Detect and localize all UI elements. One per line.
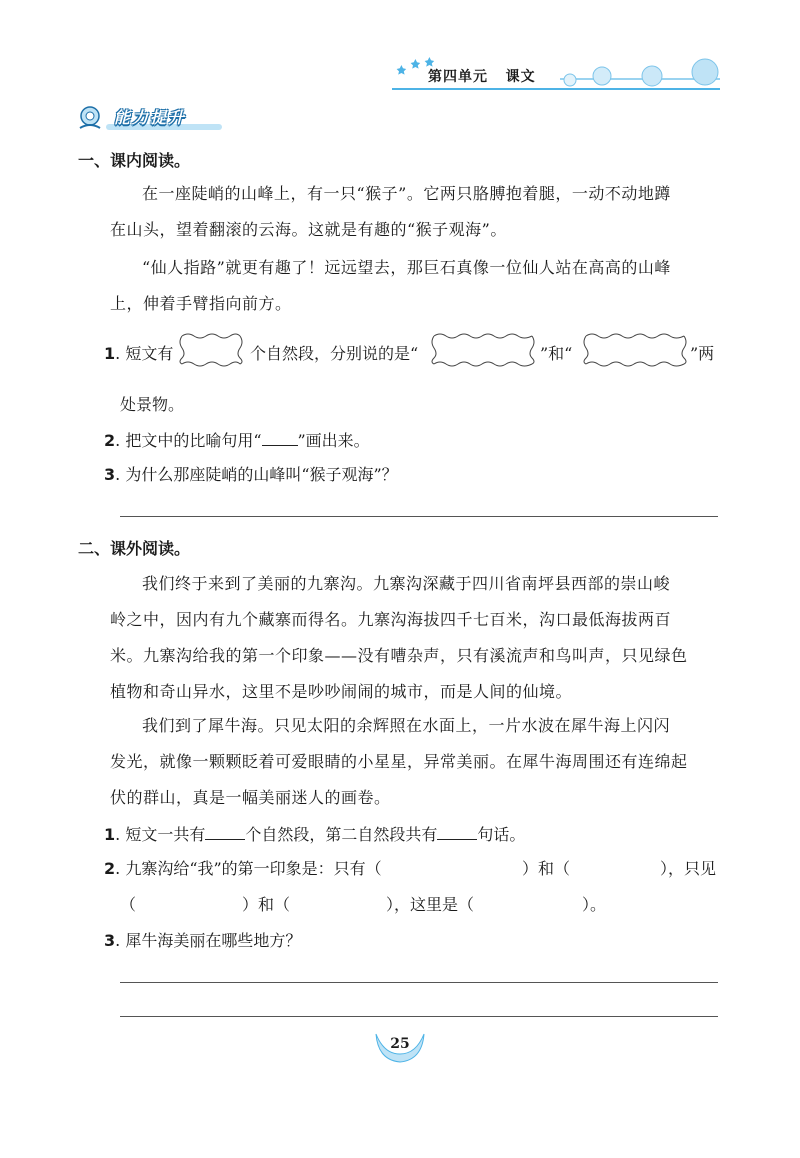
part2-passage-line: 我们终于来到了美丽的九寨沟。九寨沟深藏于四川省南坪县西部的崇山峻	[142, 574, 671, 593]
answer-line[interactable]	[120, 1016, 718, 1017]
answer-line[interactable]	[120, 516, 718, 517]
question-text: 处景物。	[120, 395, 185, 414]
header-title	[428, 66, 536, 86]
answer-box-paragraph-count[interactable]	[178, 330, 244, 370]
part2-passage-line: 我们到了犀牛海。只见太阳的余辉照在水面上，一片水波在犀牛海上闪闪	[142, 716, 671, 735]
question-text: ”两	[690, 344, 715, 363]
question-text: . 九寨沟给“我”的第一印象是：只有（	[115, 859, 382, 878]
question-text: 个自然段，第二自然段共有	[245, 825, 438, 844]
question-text: ）和（	[522, 859, 571, 878]
part1-passage-line: 在一座陡峭的山峰上，有一只“猴子”。它两只胳膊抱着腿，一动不动地蹲	[142, 184, 671, 203]
part2-question-2	[104, 856, 382, 879]
question-text: . 短文一共有	[115, 825, 206, 844]
part1-question-3	[104, 462, 398, 485]
part2-passage-line: 发光，就像一颗颗眨着可爱眼睛的小星星，异常美丽。在犀牛海周围还有连绵起	[110, 752, 688, 771]
answer-box-scene-1[interactable]	[430, 330, 536, 370]
question-number: 1	[104, 344, 116, 363]
question-text: . 为什么那座陡峭的山峰叫“猴子观海”？	[115, 465, 398, 484]
question-text: 个自然段，分别说的是“	[250, 344, 419, 363]
question-number: 2	[104, 859, 116, 878]
part1-question-2	[104, 428, 370, 451]
question-text: ）。	[582, 895, 607, 914]
header-category: 课文	[505, 69, 536, 85]
question-text: （	[120, 895, 137, 914]
question-text: . 短文有	[115, 344, 174, 363]
part2-passage-line: 植物和奇山异水，这里不是吵吵闹闹的城市，而是人间的仙境。	[110, 682, 573, 701]
part2-question-1	[104, 822, 525, 845]
question-text: . 犀牛海美丽在哪些地方？	[115, 931, 302, 950]
page-number: 25	[390, 1036, 410, 1052]
underline-blank	[262, 432, 298, 446]
part1-question-1	[104, 341, 173, 364]
question-number: 3	[104, 465, 116, 484]
question-text: ），这里是（	[386, 895, 475, 914]
question-number: 1	[104, 825, 116, 844]
part2-passage-line: 岭之中，因内有九个藏寨而得名。九寨沟海拔四千七百米，沟口最低海拔两百	[110, 610, 672, 629]
question-text: 句话。	[477, 825, 526, 844]
part1-heading: 一、课内阅读。	[78, 151, 191, 170]
header-unit: 第四单元	[428, 69, 488, 85]
part2-passage-line: 伏的群山，真是一幅美丽迷人的画卷。	[110, 788, 391, 807]
question-text: ）和（	[242, 895, 291, 914]
part1-passage-line: “仙人指路”就更有趣了！远远望去，那巨石真像一位仙人站在高高的山峰	[142, 258, 671, 277]
answer-box-scene-2[interactable]	[582, 330, 688, 370]
underline-blank[interactable]	[205, 826, 245, 840]
section-tag-label: 能力提升	[114, 108, 187, 127]
part2-heading: 二、课外阅读。	[78, 539, 191, 558]
part2-passage-line: 米。九寨沟给我的第一个印象——没有嘈杂声，只有溪流声和鸟叫声，只见绿色	[110, 646, 688, 665]
part1-passage-line: 在山头，望着翻滚的云海。这就是有趣的“猴子观海”。	[110, 220, 507, 239]
question-text: ”画出来。	[297, 431, 370, 450]
part2-question-3	[104, 928, 301, 951]
question-number: 3	[104, 931, 116, 950]
underline-blank[interactable]	[437, 826, 477, 840]
bubbles-decoration-icon	[560, 52, 730, 92]
question-number: 2	[104, 431, 116, 450]
answer-line[interactable]	[120, 982, 718, 983]
question-text: ”和“	[540, 344, 573, 363]
question-text: . 把文中的比喻句用“	[115, 431, 262, 450]
question-text: ），只见	[660, 859, 717, 878]
part1-passage-line: 上，伸着手臂指向前方。	[110, 294, 292, 313]
